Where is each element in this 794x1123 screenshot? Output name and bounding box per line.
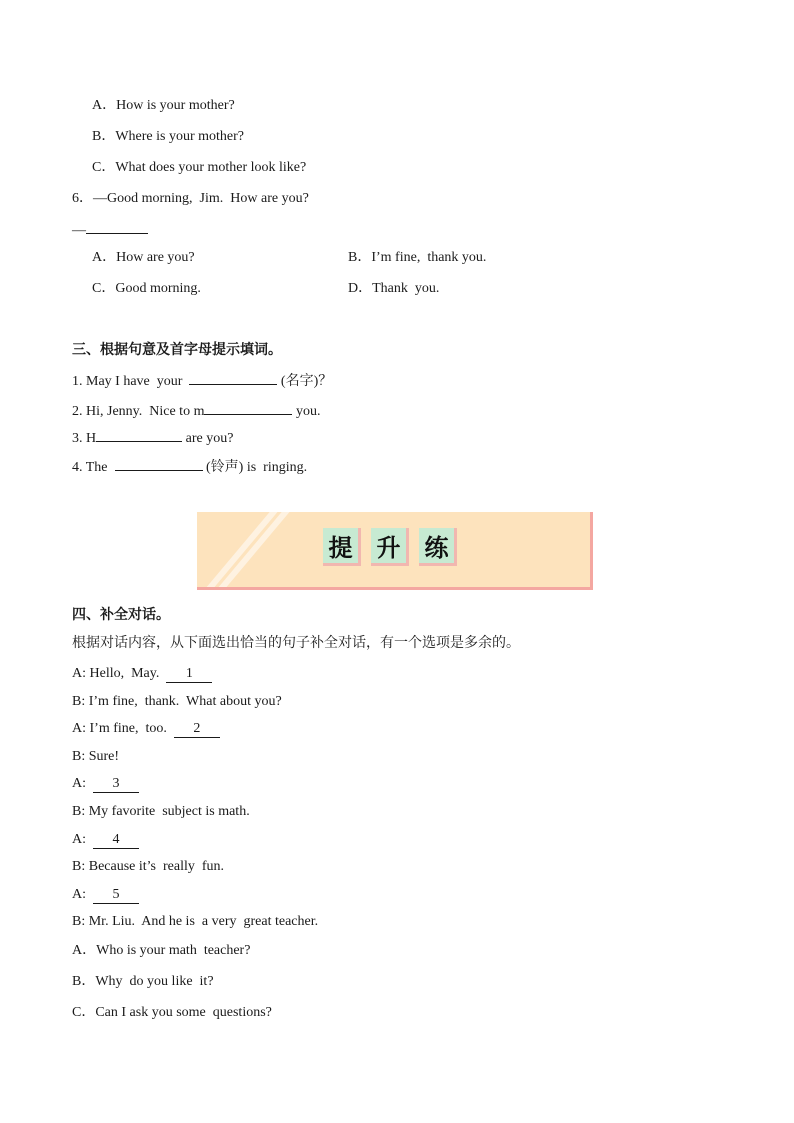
dialogue-line-5 xyxy=(72,775,139,793)
section-banner xyxy=(197,512,593,590)
q6-option-c: C．Good morning. xyxy=(92,281,201,296)
q6-prompt: 6．—Good morning, Jim. How are you? xyxy=(72,191,309,206)
dialogue-line-10: B: Mr. Liu. And he is a very great teacher. xyxy=(72,914,319,929)
item3-text-before: 3. H xyxy=(72,431,97,446)
q6-answer-blank xyxy=(86,219,148,234)
banner-tile: 练 xyxy=(419,528,457,566)
q5-option-c: C．What does your mother look like? xyxy=(92,160,307,175)
q6-option-b: B．I’m fine, thank you. xyxy=(348,250,487,265)
section3-heading: 三、根据句意及首字母提示填词。 xyxy=(72,342,282,358)
dialogue-text: A: I’m fine, too. xyxy=(72,721,174,736)
q5-option-a: A．How is your mother? xyxy=(92,98,235,113)
dialogue-blank-3: 3 xyxy=(93,776,139,793)
section3-item-4 xyxy=(72,456,307,477)
dialogue-line-9 xyxy=(72,886,139,904)
section4-instruction: 根据对话内容，从下面选出恰当的句子补全对话，有一个选项是多余的。 xyxy=(72,635,520,651)
item2-text-after: you. xyxy=(292,404,321,419)
item4-text-after: (铃声) is ringing. xyxy=(202,460,308,475)
dialogue-blank-2: 2 xyxy=(174,721,220,738)
banner-tiles xyxy=(323,528,457,566)
q6-option-d: D．Thank you. xyxy=(348,281,440,296)
banner-tile: 升 xyxy=(371,528,409,566)
dialogue-text: A: xyxy=(72,887,93,902)
dialogue-blank-5: 5 xyxy=(93,887,139,904)
section3-item-3 xyxy=(72,427,233,448)
section4-option-b: B．Why do you like it? xyxy=(72,974,214,989)
dialogue-blank-4: 4 xyxy=(93,832,139,849)
item1-blank xyxy=(189,370,277,385)
section3-item-1 xyxy=(72,370,332,391)
item1-text-after: (名字)？ xyxy=(277,374,333,389)
dialogue-text: A: xyxy=(72,832,93,847)
dialogue-line-1 xyxy=(72,665,212,683)
dialogue-blank-1: 1 xyxy=(166,666,212,683)
section4-option-a: A．Who is your math teacher? xyxy=(72,943,251,958)
dialogue-line-2: B: I’m fine, thank. What about you? xyxy=(72,694,282,709)
section4-heading: 四、补全对话。 xyxy=(72,607,170,623)
dialogue-text: A: Hello, May. xyxy=(72,666,167,681)
q6-answer-line xyxy=(72,219,148,240)
item3-blank xyxy=(96,427,182,442)
dialogue-line-8: B: Because it’s really fun. xyxy=(72,859,225,874)
dialogue-line-4: B: Sure! xyxy=(72,749,120,764)
item1-text-before: 1. May I have your xyxy=(72,374,190,389)
item2-blank xyxy=(204,400,292,415)
dialogue-line-6: B: My favorite subject is math. xyxy=(72,804,250,819)
item3-text-after: are you? xyxy=(182,431,234,446)
dialogue-line-3 xyxy=(72,720,220,738)
dialogue-line-7 xyxy=(72,831,139,849)
q5-option-b: B．Where is your mother? xyxy=(92,129,245,144)
item4-text-before: 4. The xyxy=(72,460,115,475)
item4-blank xyxy=(115,456,203,471)
q6-dash: — xyxy=(72,223,86,238)
section3-item-2 xyxy=(72,400,320,421)
section4-option-c: C．Can I ask you some questions? xyxy=(72,1005,272,1020)
banner-tile: 提 xyxy=(323,528,361,566)
q6-option-a: A．How are you? xyxy=(92,250,195,265)
item2-text-before: 2. Hi, Jenny. Nice to m xyxy=(72,404,205,419)
dialogue-text: A: xyxy=(72,776,93,791)
